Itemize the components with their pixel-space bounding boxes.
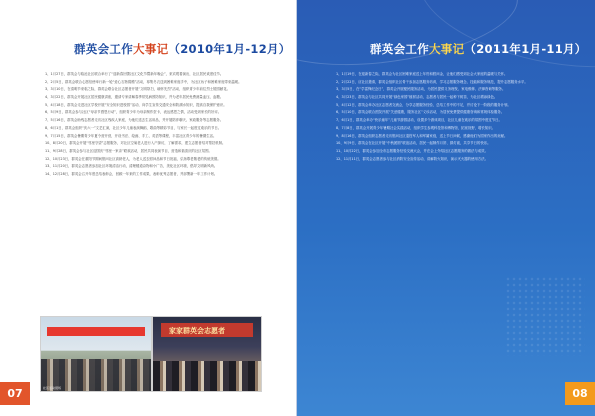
title-period: （2010年1月-12月）	[168, 42, 291, 56]
paragraph: 13、11月20日，群英会志愿者参加社区环境清洁行动，清理楼道杂物和小广告，美化社区环境，倡导文明新风尚。	[45, 164, 218, 169]
right-page	[297, 0, 595, 416]
paragraph: 9、8月16日，群英会组织志愿者走访慰问社区退役军人和军属家庭，送上节日问候，感谢他们为国家作出的贡献。	[336, 133, 508, 138]
paragraph: 2、2月22日，应社区邀请，群英会组织社区骨干参加志愿服务培训，学习志愿服务理念、技能和服务规范，提升志愿服务水平。	[336, 79, 528, 84]
paragraph: 6、5月9日，群英会参与社区“母亲节感恩行动”，组织青少年为母亲制作贺卡，表达感恩之情，活动受到家长的好评。	[45, 110, 222, 115]
paragraph: 4、3月23日，群英会与社区共同开展“绿色家园”植树活动，志愿者与居民一起种下树苗，为社区增添绿色。	[336, 95, 498, 100]
title-highlight: 大事记	[429, 42, 465, 56]
paragraph: 4、3月22日，群英会开展社区居民健康讲座，邀请专家讲解春季常见病预防知识，并为老年居民免费测量血压、血糖。	[45, 95, 224, 100]
paragraph: 2、2月5日，群英会联合心愿信使举行新一轮“爱心衣物捐赠”活动，募集冬衣送到困难家庭手中，为社区孩子和困难家庭带来温暖。	[45, 79, 242, 84]
left-page-title	[74, 41, 291, 57]
banner-text: 家家群英会志愿者	[169, 327, 225, 335]
right-page-title	[370, 41, 587, 57]
right-page-body	[329, 71, 557, 163]
paragraph: 7、5月16日，群英会助残志愿者走访社区残疾人家庭，为他们送去生活用品，并开展陪伴聊天、家政服务等志愿服务。	[45, 118, 224, 123]
paragraph: 3、3月10日，在清明节来临之际，群英会联合社区志愿者开展“文明祭扫，缅怀先烈”活动，组织青少年前往烈士陵园献花。	[45, 87, 231, 92]
page-number-left: 07	[0, 382, 30, 405]
paragraph: 11、10月22日，群英会参加全市志愿服务经验交流大会，并在会上介绍社区志愿服务的做法与成效。	[336, 148, 488, 153]
decorative-dots	[505, 276, 585, 356]
paragraph: 1、1月19日，在迎新春之际，群英会为社区困难家庭送上年货和慰问金，让他们感受到社会大家庭的温暖与关怀。	[336, 72, 508, 76]
paragraph: 5、4月18日，群英会走进社区学校开展“安全知识进校园”活动，向学生宣传交通安全和防溺水知识，提高自我保护意识。	[45, 102, 227, 107]
photo-banner	[47, 327, 145, 336]
left-page-body	[38, 71, 262, 179]
paragraph: 12、11月11日，群英会志愿者参与社区消防安全宣传活动，讲解防火知识，演示灭火器的使用方法。	[336, 156, 488, 161]
paragraph: 1、1月27日，群英会与临沧社区联合举行了“迎新春回馈社区文化节暨新年晚会”，来宾观看演出，社区居民欢度佳节。	[45, 72, 224, 76]
paragraph: 5、4月12日，群英会举办社区志愿者交流会，分享志愿服务经验，总结工作中的不足，并讨论下一阶段的服务计划。	[336, 102, 511, 107]
paragraph: 7、6月1日，群英会举办“快乐童年”儿童节游园活动，设置多个游戏项目，社区儿童在欢乐的氛围中度过节日。	[336, 118, 502, 123]
paragraph: 10、8月20日，群英会开展“邻里守望”志愿服务，对社区空巢老人进行入户探访，了解需求，建立志愿者结对帮扶机制。	[45, 141, 226, 146]
title-highlight: 大事记	[133, 42, 169, 56]
paragraph: 9、7月15日，群英会暑期青少年夏令营开营，开设书法、绘画、手工、英语等课程，丰富社区青少年的暑期生活。	[45, 133, 217, 138]
paragraph: 3、3月5日，在“学雷锋纪念日”，群英会开展便民服务活动，为居民提供义务理发、家电维修、法律咨询等服务。	[336, 87, 506, 92]
paragraph: 11、9月28日，群英会参与社区迎国庆“邻里一家亲”联欢活动，居民共同表演节目，营造和谐喜庆的社区氛围。	[45, 148, 212, 153]
paragraph: 14、12月28日，群英会召开年度总结表彰会，回顾一年来的工作成果，表彰优秀志愿者，并部署新一年工作计划。	[45, 171, 218, 176]
title-main: 群英会工作	[74, 42, 133, 56]
paragraph: 8、7月8日，群英会开展青少年暑期社会实践活动，组织学生参观科技馆和博物馆，拓宽视野，增长知识。	[336, 125, 496, 130]
event-photo-stage	[152, 316, 262, 392]
photo-caption: 社区活动现场	[43, 386, 62, 390]
paragraph: 6、5月10日，群英会联合医院开展“关爱健康，服务社区”义诊活动，为居民免费提供健康咨询和常规体检服务。	[336, 110, 505, 115]
title-main: 群英会工作	[370, 42, 429, 56]
title-period: （2011年1月-11月）	[464, 42, 587, 56]
page-number-right: 08	[565, 382, 595, 405]
photo-crowd	[153, 361, 261, 391]
photo-banner	[161, 323, 253, 337]
event-photo-outdoor	[40, 316, 152, 392]
paragraph: 8、6月1日，群英会组织“庆六一”文艺汇演，社区少年儿童表演舞蹈、歌曲等精彩节目，与家长一起度过欢乐的节日。	[45, 125, 222, 130]
paragraph: 12、10月23日，群英会在重阳节期间慰问社区高龄老人，为老人送去慰问品和节日祝福，弘扬尊老敬老的传统美德。	[45, 156, 221, 161]
paragraph: 10、9月9日，群英会在社区开展“中秋团圆”联谊活动，居民一起制作月饼、猜灯谜，共享节日的快乐。	[336, 141, 491, 146]
left-page	[0, 0, 297, 416]
